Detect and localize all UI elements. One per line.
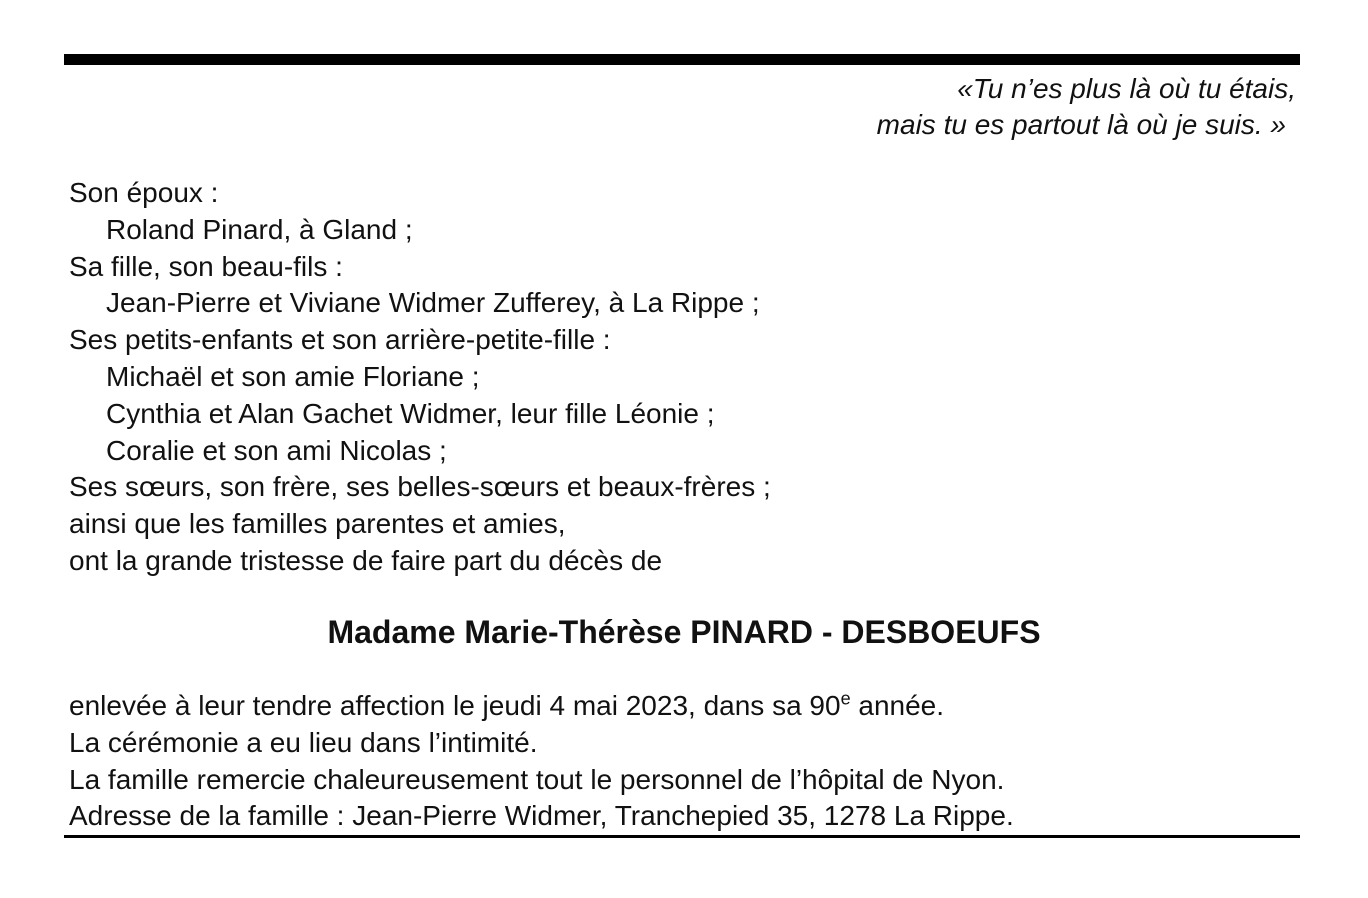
family-heading-line: Ses petits-enfants et son arrière-petite-fille :: [69, 324, 611, 356]
family-heading-line: ainsi que les familles parentes et amies,: [69, 508, 566, 540]
bottom-rule: [64, 835, 1300, 838]
family-member-line: Cynthia et Alan Gachet Widmer, leur fille Léonie ;: [106, 397, 715, 429]
family-heading-line: Ses sœurs, son frère, ses belles-sœurs et beaux-frères ;: [69, 471, 771, 503]
top-rule: [64, 54, 1300, 65]
ordinal-suffix: e: [840, 688, 851, 709]
family-member-line: Michaël et son amie Floriane ;: [106, 360, 480, 392]
quote-line: «Tu n’es plus là où tu étais,: [957, 73, 1296, 104]
family-heading-line: Sa fille, son beau-fils :: [69, 250, 343, 282]
family-heading-line: ont la grande tristesse de faire part du décès de: [69, 544, 663, 576]
family-heading-line: Son époux :: [69, 177, 219, 208]
family-member-line: Coralie et son ami Nicolas ;: [106, 434, 447, 466]
notice-details: [69, 688, 1014, 835]
family-member-line: Roland Pinard, à Gland ;: [106, 213, 413, 245]
family-address: Adresse de la famille : Jean-Pierre Widmer, Tranchepied 35, 1278 La Rippe.: [69, 800, 1014, 832]
family-member-line: Jean-Pierre et Viviane Widmer Zufferey, à La Rippe ;: [106, 287, 760, 319]
details-line: [69, 688, 1014, 725]
family-list: [69, 175, 771, 580]
epigraph-quote: [396, 71, 1296, 143]
quote-line: mais tu es partout là où je suis. »: [876, 109, 1286, 140]
details-line: La famille remercie chaleureusement tout le personnel de l’hôpital de Nyon.: [69, 763, 1005, 795]
deceased-name: Madame Marie-Thérèse PINARD - DESBOEUFS: [327, 614, 1041, 650]
details-text: enlevée à leur tendre affection le jeudi 4 mai 2023, dans sa 90: [69, 690, 841, 721]
details-text: année.: [850, 690, 945, 721]
details-line: La cérémonie a eu lieu dans l’intimité.: [69, 726, 538, 758]
